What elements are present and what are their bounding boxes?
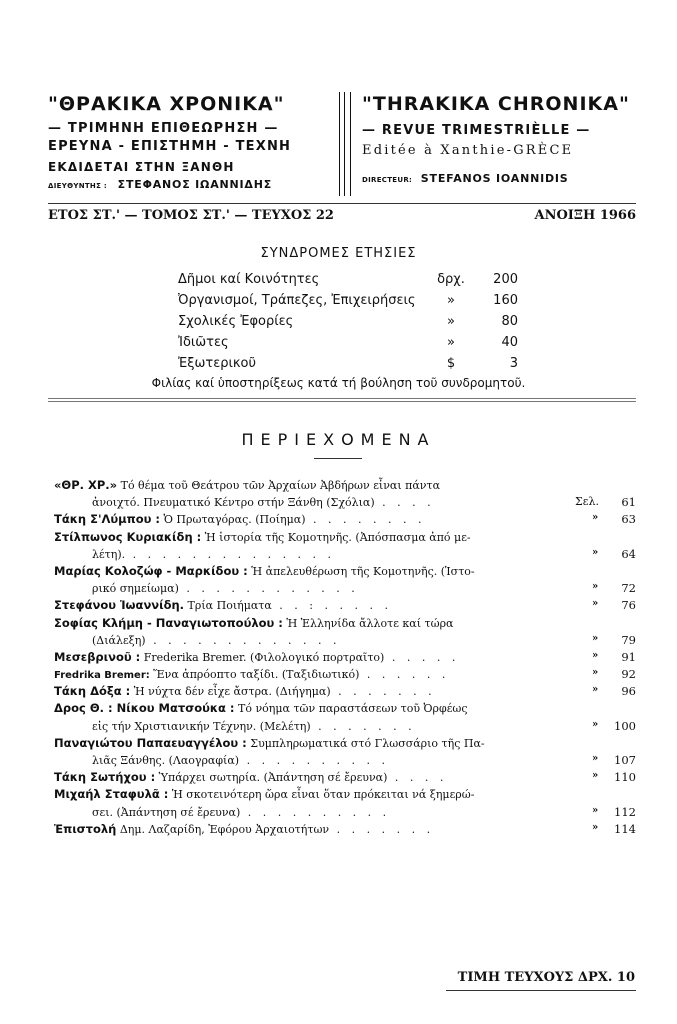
masthead-greek bbox=[48, 92, 326, 195]
toc-entry-line bbox=[54, 650, 640, 667]
toc-leader-dots: . . : . . . . . bbox=[271, 599, 392, 613]
toc-page-number: 63 bbox=[621, 512, 636, 527]
toc-entry-line bbox=[54, 787, 640, 804]
director-label-greek: ΔΙΕΥΘΥΝΤΗΣ : bbox=[48, 182, 108, 190]
masthead-divider bbox=[339, 92, 351, 196]
toc-title: (Διάλεξη) bbox=[92, 633, 146, 647]
toc-title: Ὁ Πρωταγόρας. (Ποίημα) bbox=[159, 513, 306, 527]
director-name-french: STEFANOS IOANNIDIS bbox=[420, 172, 569, 185]
toc-leader-dots: . . . . . . . bbox=[330, 685, 436, 699]
toc-title: λιᾶς Ξάνθης. (Λαογραφία) bbox=[92, 754, 240, 767]
toc-entry-line bbox=[54, 478, 640, 495]
issue-price: ΤΙΜΗ ΤΕΥΧΟΥΣ ΔΡΧ. 10 bbox=[457, 970, 635, 985]
subscription-currency: » bbox=[447, 314, 455, 329]
masthead-director-greek bbox=[48, 176, 326, 195]
toc-ditto-mark: » bbox=[592, 512, 599, 524]
subscription-row bbox=[178, 335, 518, 356]
toc-author: Σοφίας Κλήμη - Παναγιωτοπούλου : bbox=[54, 615, 283, 630]
toc-ditto-mark: » bbox=[592, 684, 599, 696]
toc-title: Συμπληρωματικά στό Γλωσσάριο τῆς Πα- bbox=[246, 736, 485, 750]
subscription-label: Ὀργανισμοί, Τράπεζες, Ἐπιχειρήσεις bbox=[178, 293, 416, 308]
subscription-row bbox=[178, 272, 518, 293]
toc-leader-dots: . . . . . . . bbox=[329, 822, 435, 836]
subscription-amount: 200 bbox=[493, 272, 518, 287]
toc-page-number: 76 bbox=[621, 598, 636, 613]
toc-entry-line bbox=[54, 495, 640, 512]
masthead bbox=[48, 92, 636, 196]
toc-title: Τό νόημα τῶν παραστάσεων τοῦ Ὀρφέως bbox=[234, 702, 468, 716]
contents-title-underline bbox=[314, 458, 362, 459]
toc-title: Ἡ ἱστορία τῆς Κομοτηνῆς. (Ἀπόσπασμα ἀπό με- bbox=[201, 530, 471, 544]
subscription-row bbox=[178, 293, 518, 314]
toc-page-number: 100 bbox=[614, 718, 636, 733]
toc-title: σει. (Ἀπάντηση σέ ἔρευνα) bbox=[92, 805, 241, 819]
subscription-currency: » bbox=[447, 335, 455, 350]
toc-title: Ἕνα ἀπρόοπτο ταξίδι. (Ταξιδιωτικό) bbox=[149, 668, 360, 682]
toc-leader-dots: . . . . . . . . . . bbox=[239, 754, 390, 767]
subscription-label: Ἐξωτερικοῦ bbox=[178, 356, 257, 371]
toc-title: Ἡ νύχτα δέν εἶχε ἄστρα. (Διήγημα) bbox=[130, 685, 331, 699]
toc-page-number: 96 bbox=[621, 684, 636, 699]
toc-title: Ἡ ἀπελευθέρωση τῆς Κομοτηνῆς. (Ἱστο- bbox=[247, 564, 475, 578]
toc-leader-dots: . . . . bbox=[387, 771, 448, 785]
toc-page-number: 64 bbox=[621, 546, 636, 561]
subscription-amount: 3 bbox=[509, 356, 518, 371]
masthead-topics-greek: ΕΡΕΥΝΑ - ΕΠΙΣΤΗΜΗ - ΤΕΧΝΗ bbox=[48, 139, 292, 154]
toc-title: ρικό σημείωμα) bbox=[92, 582, 179, 596]
toc-title: Τρία Ποιήματα bbox=[184, 599, 272, 613]
masthead-publication-place-greek: ΕΚΔΙΔΕΤΑΙ ΣΤΗΝ ΞΑΝΘΗ bbox=[48, 160, 235, 174]
issue-season: ΑΝΟΙΞΗ 1966 bbox=[534, 208, 636, 223]
director-name-greek: ΣΤΕΦΑΝΟΣ ΙΩΑΝΝΙΔΗΣ bbox=[117, 178, 273, 191]
toc-title: Ἡ Ἑλληνίδα ἄλλοτε καί τώρα bbox=[282, 616, 454, 630]
toc-entry-line bbox=[54, 736, 640, 753]
toc-leader-dots: . . . . . bbox=[384, 650, 460, 664]
toc-page-label: Σελ. bbox=[575, 495, 599, 509]
toc-title: Frederika Bremer. (Φιλολογικό πορτραῖτο) bbox=[140, 650, 385, 664]
toc-author: Τάκη Σωτήχου : bbox=[54, 770, 156, 785]
table-of-contents bbox=[54, 478, 640, 839]
subscription-row bbox=[178, 314, 518, 335]
subscription-label: Δῆμοι καί Κοινότητες bbox=[178, 272, 320, 287]
toc-entry-line bbox=[54, 753, 640, 770]
toc-entry-line bbox=[54, 547, 640, 564]
masthead-title-greek: "ΘΡΑΚΙΚΑ ΧΡΟΝΙΚΑ" bbox=[48, 93, 285, 115]
toc-page-number: 91 bbox=[621, 649, 636, 664]
subscriptions-note: Φιλίας καί ὑποστηρίξεως κατά τή βούληση τοῦ συνδρομητοῦ. bbox=[151, 376, 526, 390]
toc-entry-line bbox=[54, 719, 640, 736]
toc-author: Παναγιώτου Παπαευαγγέλου : bbox=[54, 735, 247, 750]
toc-page-number: 107 bbox=[614, 753, 636, 767]
toc-entry-line bbox=[54, 805, 640, 822]
toc-page-number: 112 bbox=[614, 804, 636, 819]
toc-entry-line bbox=[54, 633, 640, 650]
toc-page-number: 61 bbox=[621, 495, 636, 510]
toc-title: Δημ. Λαζαρίδη, Ἐφόρου Ἀρχαιοτήτων bbox=[116, 822, 330, 836]
issue-line bbox=[48, 208, 636, 228]
toc-author: Τάκη Δόξα : bbox=[54, 684, 131, 699]
toc-author: Μεσεβρινοῦ : bbox=[54, 649, 141, 664]
toc-entry-line bbox=[54, 822, 640, 839]
toc-leader-dots: . . . . . . . . bbox=[305, 513, 426, 527]
toc-ditto-mark: » bbox=[592, 821, 599, 833]
toc-author: Δρος Θ. : Νίκου Ματσούκα : bbox=[54, 701, 235, 716]
masthead-subtitle-french: — REVUE TRIMESTRIÈLLE — bbox=[362, 123, 591, 138]
toc-author: Μιχαήλ Σταφυλᾶ : bbox=[54, 787, 169, 802]
toc-entry-line bbox=[54, 701, 640, 718]
toc-ditto-mark: » bbox=[592, 770, 599, 782]
toc-ditto-mark: » bbox=[592, 649, 599, 661]
toc-ditto-mark: » bbox=[592, 804, 599, 816]
masthead-director-french bbox=[362, 170, 638, 189]
toc-entry-line bbox=[54, 598, 640, 615]
toc-ditto-mark: » bbox=[592, 753, 599, 764]
masthead-french bbox=[362, 92, 638, 189]
subscription-row bbox=[178, 356, 518, 377]
masthead-subtitle-greek: — ΤΡΙΜΗΝΗ ΕΠΙΘΕΩΡΗΣΗ — bbox=[48, 121, 279, 136]
toc-entry-line bbox=[54, 667, 640, 684]
toc-entry-line bbox=[54, 770, 640, 787]
section-divider bbox=[48, 398, 636, 402]
toc-leader-dots: . . . . . . bbox=[359, 668, 450, 682]
toc-ditto-mark: » bbox=[592, 632, 599, 644]
toc-ditto-mark: » bbox=[592, 598, 599, 610]
toc-page-number: 72 bbox=[621, 581, 636, 596]
masthead-publication-french: Editée à Xanthie-GRÈCE bbox=[362, 143, 574, 158]
toc-ditto-mark: » bbox=[592, 581, 599, 593]
toc-leader-dots: . . . . . . . . . . . . . . bbox=[125, 547, 336, 561]
subscription-amount: 40 bbox=[501, 335, 518, 350]
toc-leader-dots: . . . . . . . . . . bbox=[240, 805, 391, 819]
toc-leader-dots: . . . . . . . . . . . . bbox=[178, 582, 359, 596]
toc-author: «ΘΡ. ΧΡ.» bbox=[54, 478, 118, 492]
subscription-label: Ἰδιῶτες bbox=[178, 335, 229, 350]
subscription-currency: » bbox=[447, 293, 455, 308]
toc-entry-line bbox=[54, 581, 640, 598]
subscription-amount: 160 bbox=[493, 293, 518, 308]
subscription-amount: 80 bbox=[501, 314, 518, 329]
toc-entry-line bbox=[54, 512, 640, 529]
toc-title: Ἡ σκοτεινότερη ὥρα εἶναι ὅταν πρόκειται νά ξημερώ- bbox=[168, 788, 475, 802]
toc-leader-dots: . . . . . . . bbox=[310, 719, 416, 733]
toc-page-number: 110 bbox=[614, 770, 636, 785]
subscriptions-table bbox=[178, 272, 518, 377]
price-underline bbox=[446, 990, 636, 991]
toc-entry-line bbox=[54, 684, 640, 701]
toc-author: Fredrika Bremer: bbox=[54, 670, 150, 682]
subscriptions-title: ΣΥΝΔΡΟΜΕΣ ΕΤΗΣΙΕΣ bbox=[260, 246, 417, 261]
masthead-rule bbox=[48, 203, 636, 204]
masthead-title-french: "THRAKIKA CHRONIKA" bbox=[362, 93, 630, 115]
toc-ditto-mark: » bbox=[592, 546, 599, 558]
toc-entry-line bbox=[54, 530, 640, 547]
issue-volume: ΕΤΟΣ ΣΤ.' — ΤΟΜΟΣ ΣΤ.' — ΤΕΥΧΟΣ 22 bbox=[48, 208, 334, 223]
subscription-currency: $ bbox=[446, 356, 456, 371]
toc-title: ἀνοιχτό. Πνευματικό Κέντρο στήν Ξάνθη (Σχόλια) bbox=[92, 496, 375, 510]
toc-author: Μαρίας Κολοζώφ - Μαρκίδου : bbox=[54, 563, 248, 578]
toc-title: Τό θέμα τοῦ Θεάτρου τῶν Ἀρχαίων Ἀβδήρων εἶναι πάντα bbox=[117, 479, 440, 492]
toc-ditto-mark: » bbox=[592, 667, 599, 679]
toc-leader-dots: . . . . bbox=[374, 496, 435, 510]
toc-title: λέτη). bbox=[92, 547, 126, 561]
toc-title: εἰς τήν Χριστιανικήν Τέχνην. (Μελέτη) bbox=[92, 719, 311, 733]
toc-ditto-mark: » bbox=[592, 718, 599, 730]
contents-title: ΠΕΡΙΕΧΟΜΕΝΑ bbox=[241, 430, 436, 449]
toc-page-number: 92 bbox=[621, 667, 636, 682]
director-label-french: DIRECTEUR: bbox=[362, 176, 413, 184]
toc-title: Ὑπάρχει σωτηρία. (Ἀπάντηση σέ ἔρευνα) bbox=[155, 771, 388, 785]
toc-entry-line bbox=[54, 616, 640, 633]
toc-entry-line bbox=[54, 564, 640, 581]
subscription-label: Σχολικές Ἐφορίες bbox=[178, 314, 294, 329]
toc-author: Ἐπιστολή bbox=[54, 821, 117, 836]
subscription-currency: δρχ. bbox=[437, 272, 465, 287]
toc-leader-dots: . . . . . . . . . . . . . bbox=[145, 633, 341, 647]
toc-page-number: 114 bbox=[614, 821, 636, 836]
toc-author: Τάκη Σ'Λύμπου : bbox=[54, 512, 160, 527]
toc-author: Στεφάνου Ἰωαννίδη. bbox=[54, 598, 185, 613]
toc-page-number: 79 bbox=[621, 632, 636, 647]
toc-author: Στίλπωνος Κυριακίδη : bbox=[54, 529, 202, 544]
